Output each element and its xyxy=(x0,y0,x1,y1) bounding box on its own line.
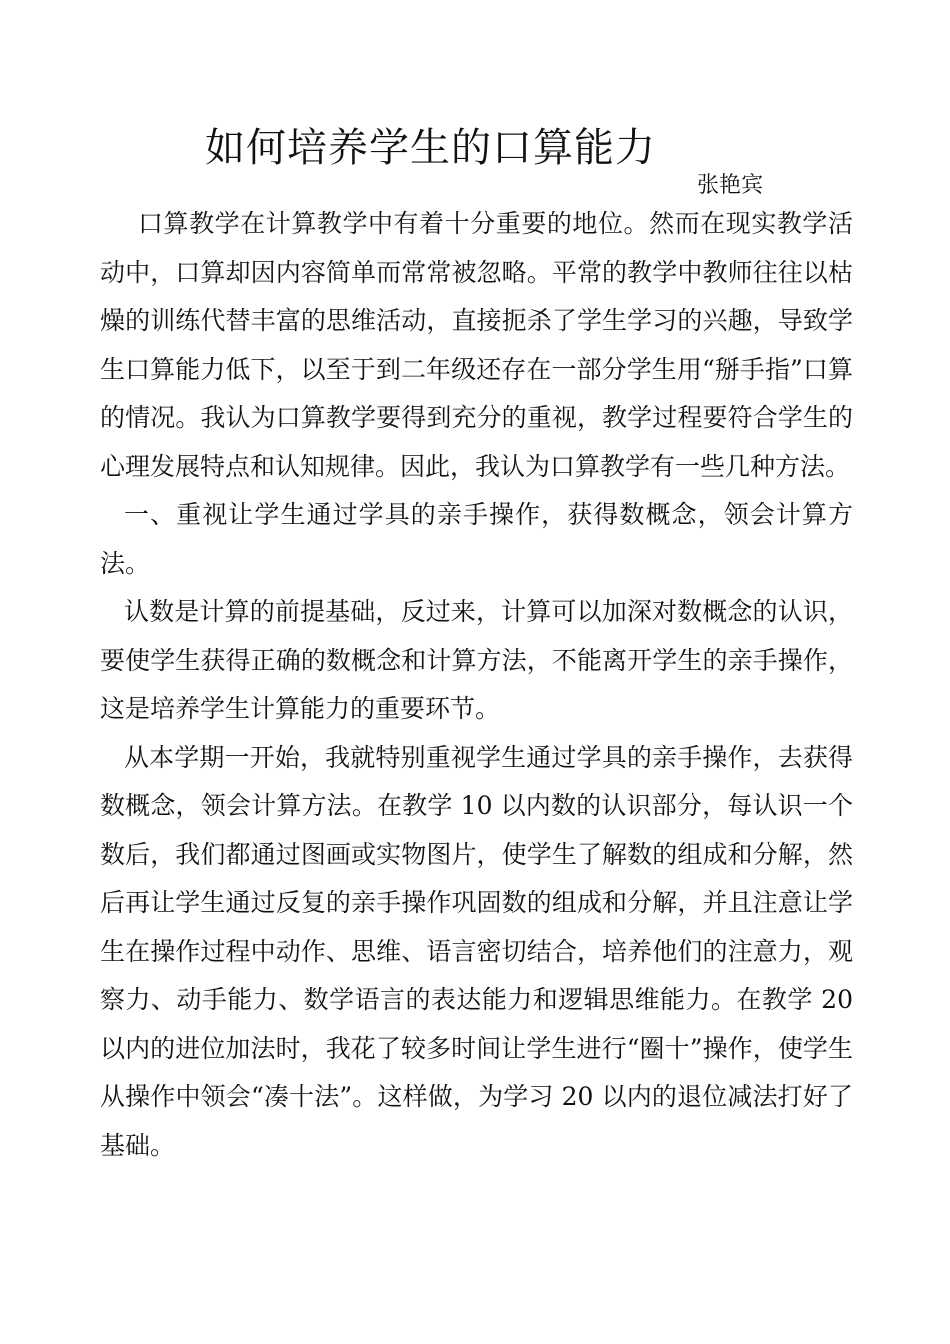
section-heading-1: 一、重视让学生通过学具的亲手操作，获得数概念，领会计算方法。 xyxy=(100,500,853,578)
paragraph-hands-on: 从本学期一开始，我就特别重视学生通过学具的亲手操作，去获得数概念，领会计算方法。在教学 10 以内数的认识部分，每认识一个数后，我们都通过图画或实物图片，使学生了解数的组成和分解，然后再让学生通过反复的亲手操作巩固数的组成和分解，并且注意让学生在操作过程中动作、思维、语言密切结合，培养他们的注意力，观察力、动手能力、数学语言的表达能力和逻辑思维能力。在教学 20 以内的进位加法时，我花了较多时间让学生进行“圈十”操作，使学生从操作中领会“凑十法”。这样做，为学习 20 以内的退位减法打好了基础。 xyxy=(100,742,853,1160)
document-body xyxy=(100,200,853,1170)
paragraph-number-concept: 认数是计算的前提基础，反过来，计算可以加深对数概念的认识，要使学生获得正确的数概念和计算方法，不能离开学生的亲手操作，这是培养学生计算能力的重要环节。 xyxy=(100,597,853,723)
author-name: 张艳宾 xyxy=(697,173,764,198)
document-title: 如何培养学生的口算能力 xyxy=(205,125,656,171)
paragraph-intro: 口算教学在计算教学中有着十分重要的地位。然而在现实教学活动中，口算却因内容简单而常常被忽略。平常的教学中教师往往以枯燥的训练代替丰富的思维活动，直接扼杀了学生学习的兴趣，导致学生口算能力低下，以至于到二年级还存在一部分学生用“掰手指”口算的情况。我认为口算教学要得到充分的重视，教学过程要符合学生的心理发展特点和认知规律。因此，我认为口算教学有一些几种方法。 xyxy=(100,209,853,481)
